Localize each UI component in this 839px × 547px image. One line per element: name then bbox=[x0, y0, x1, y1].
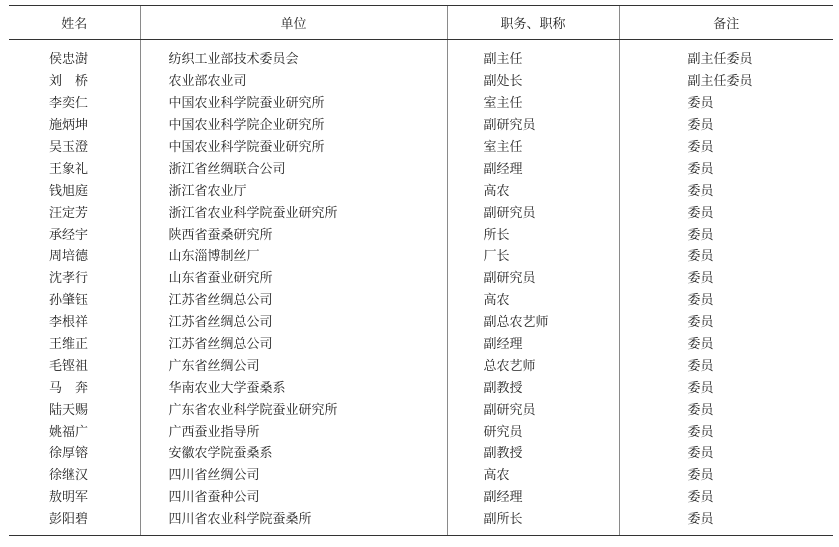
name-cell: 彭阳碧 bbox=[9, 507, 140, 535]
position-cell: 室主任 bbox=[447, 91, 619, 113]
position-cell: 副研究员 bbox=[447, 200, 619, 222]
name-cell: 马 奔 bbox=[49, 380, 89, 396]
unit-cell: 中国农业科学院蚕业研究所 bbox=[140, 91, 447, 113]
note-cell: 委员 bbox=[619, 91, 833, 113]
note-cell: 委员 bbox=[619, 222, 833, 244]
note-cell: 委员 bbox=[619, 463, 833, 485]
name-cell: 周培德 bbox=[49, 249, 89, 265]
unit-cell: 江苏省丝绸总公司 bbox=[140, 288, 447, 310]
position-cell: 副教授 bbox=[447, 375, 619, 397]
position-cell: 副研究员 bbox=[447, 397, 619, 419]
header-name: 姓名 bbox=[9, 6, 140, 40]
position-cell: 所长 bbox=[447, 222, 619, 244]
table-row bbox=[9, 91, 833, 113]
name-cell: 姚福广 bbox=[49, 424, 89, 440]
unit-cell: 浙江省农业科学院蚕业研究所 bbox=[140, 200, 447, 222]
name-cell: 王象礼 bbox=[49, 161, 89, 177]
position-cell: 高农 bbox=[447, 288, 619, 310]
name-cell: 刘 桥 bbox=[49, 74, 89, 90]
position-cell: 研究员 bbox=[447, 419, 619, 441]
table-row bbox=[9, 288, 833, 310]
note-cell: 委员 bbox=[619, 507, 833, 535]
note-cell: 委员 bbox=[619, 266, 833, 288]
position-cell: 副经理 bbox=[447, 485, 619, 507]
note-cell: 副主任委员 bbox=[619, 40, 833, 69]
unit-cell: 中国农业科学院蚕业研究所 bbox=[140, 135, 447, 157]
note-cell: 委员 bbox=[619, 441, 833, 463]
table-row bbox=[9, 353, 833, 375]
header-row bbox=[9, 6, 833, 40]
position-cell: 高农 bbox=[447, 178, 619, 200]
unit-cell: 广东省丝绸公司 bbox=[140, 353, 447, 375]
note-cell: 委员 bbox=[619, 375, 833, 397]
name-cell: 徐继汉 bbox=[49, 468, 89, 484]
table-row bbox=[9, 375, 833, 397]
unit-cell: 中国农业科学院企业研究所 bbox=[140, 113, 447, 135]
position-cell: 副教授 bbox=[447, 441, 619, 463]
unit-cell: 农业部农业司 bbox=[140, 69, 447, 91]
name-cell: 侯忠澍 bbox=[49, 52, 89, 68]
unit-cell: 四川省蚕种公司 bbox=[140, 485, 447, 507]
name-cell: 汪定芳 bbox=[49, 205, 89, 221]
name-cell: 沈孝行 bbox=[49, 271, 89, 287]
note-cell: 委员 bbox=[619, 200, 833, 222]
position-cell: 副研究员 bbox=[447, 113, 619, 135]
note-cell: 委员 bbox=[619, 135, 833, 157]
table-row bbox=[9, 244, 833, 266]
note-cell: 委员 bbox=[619, 353, 833, 375]
note-cell: 委员 bbox=[619, 397, 833, 419]
table-row bbox=[9, 135, 833, 157]
position-cell: 厂长 bbox=[447, 244, 619, 266]
position-cell: 室主任 bbox=[447, 135, 619, 157]
table-row bbox=[9, 463, 833, 485]
note-cell: 委员 bbox=[619, 310, 833, 332]
position-cell: 副处长 bbox=[447, 69, 619, 91]
name-cell: 钱旭庭 bbox=[49, 183, 89, 199]
position-cell: 副研究员 bbox=[447, 266, 619, 288]
note-cell: 委员 bbox=[619, 178, 833, 200]
table-row bbox=[9, 178, 833, 200]
note-cell: 委员 bbox=[619, 332, 833, 354]
position-cell: 高农 bbox=[447, 463, 619, 485]
table-header bbox=[9, 6, 833, 40]
header-position: 职务、职称 bbox=[447, 6, 619, 40]
name-cell: 吴玉澄 bbox=[49, 140, 89, 155]
unit-cell: 广西蚕业指导所 bbox=[140, 419, 447, 441]
table-row bbox=[9, 69, 833, 91]
note-cell: 委员 bbox=[619, 419, 833, 441]
name-cell: 王维正 bbox=[49, 337, 89, 353]
position-cell: 副总农艺师 bbox=[447, 310, 619, 332]
table-row bbox=[9, 40, 833, 69]
name-cell: 陆天赐 bbox=[49, 402, 89, 418]
name-cell: 施炳坤 bbox=[49, 118, 89, 134]
name-cell: 毛铿祖 bbox=[49, 358, 89, 374]
unit-cell: 四川省农业科学院蚕桑所 bbox=[140, 507, 447, 535]
unit-cell: 广东省农业科学院蚕业研究所 bbox=[140, 397, 447, 419]
table-row bbox=[9, 332, 833, 354]
unit-cell: 华南农业大学蚕桑系 bbox=[140, 375, 447, 397]
unit-cell: 四川省丝绸公司 bbox=[140, 463, 447, 485]
position-cell: 副经理 bbox=[447, 332, 619, 354]
unit-cell: 陕西省蚕桑研究所 bbox=[140, 222, 447, 244]
table-row bbox=[9, 222, 833, 244]
note-cell: 委员 bbox=[619, 244, 833, 266]
name-cell: 李奕仁 bbox=[49, 96, 89, 112]
note-cell: 委员 bbox=[619, 485, 833, 507]
unit-cell: 浙江省丝绸联合公司 bbox=[140, 156, 447, 178]
note-cell: 副主任委员 bbox=[619, 69, 833, 91]
name-cell: 孙肇钰 bbox=[49, 293, 89, 309]
table-body bbox=[9, 40, 833, 536]
note-cell: 委员 bbox=[619, 288, 833, 310]
table-row bbox=[9, 200, 833, 222]
table-row bbox=[9, 485, 833, 507]
unit-cell: 山东省蚕业研究所 bbox=[140, 266, 447, 288]
name-cell: 敖明军 bbox=[49, 490, 89, 506]
position-cell: 副所长 bbox=[447, 507, 619, 535]
unit-cell: 安徽农学院蚕桑系 bbox=[140, 441, 447, 463]
table-row bbox=[9, 113, 833, 135]
table-row bbox=[9, 310, 833, 332]
table-row bbox=[9, 441, 833, 463]
note-cell: 委员 bbox=[619, 113, 833, 135]
position-cell: 总农艺师 bbox=[447, 353, 619, 375]
member-table-container bbox=[9, 5, 833, 536]
table-row bbox=[9, 397, 833, 419]
table-row bbox=[9, 419, 833, 441]
position-cell: 副主任 bbox=[447, 40, 619, 69]
table-row bbox=[9, 266, 833, 288]
unit-cell: 江苏省丝绸总公司 bbox=[140, 332, 447, 354]
unit-cell: 纺织工业部技术委员会 bbox=[140, 40, 447, 69]
unit-cell: 浙江省农业厅 bbox=[140, 178, 447, 200]
note-cell: 委员 bbox=[619, 156, 833, 178]
table-row bbox=[9, 507, 833, 535]
position-cell: 副经理 bbox=[447, 156, 619, 178]
name-cell: 徐厚镕 bbox=[49, 446, 89, 462]
header-note: 备注 bbox=[619, 6, 833, 40]
name-cell: 承经宇 bbox=[49, 227, 89, 243]
header-unit: 单位 bbox=[140, 6, 447, 40]
member-table bbox=[9, 5, 833, 536]
unit-cell: 山东淄博制丝厂 bbox=[140, 244, 447, 266]
table-row bbox=[9, 156, 833, 178]
name-cell: 李根祥 bbox=[49, 315, 89, 331]
unit-cell: 江苏省丝绸总公司 bbox=[140, 310, 447, 332]
